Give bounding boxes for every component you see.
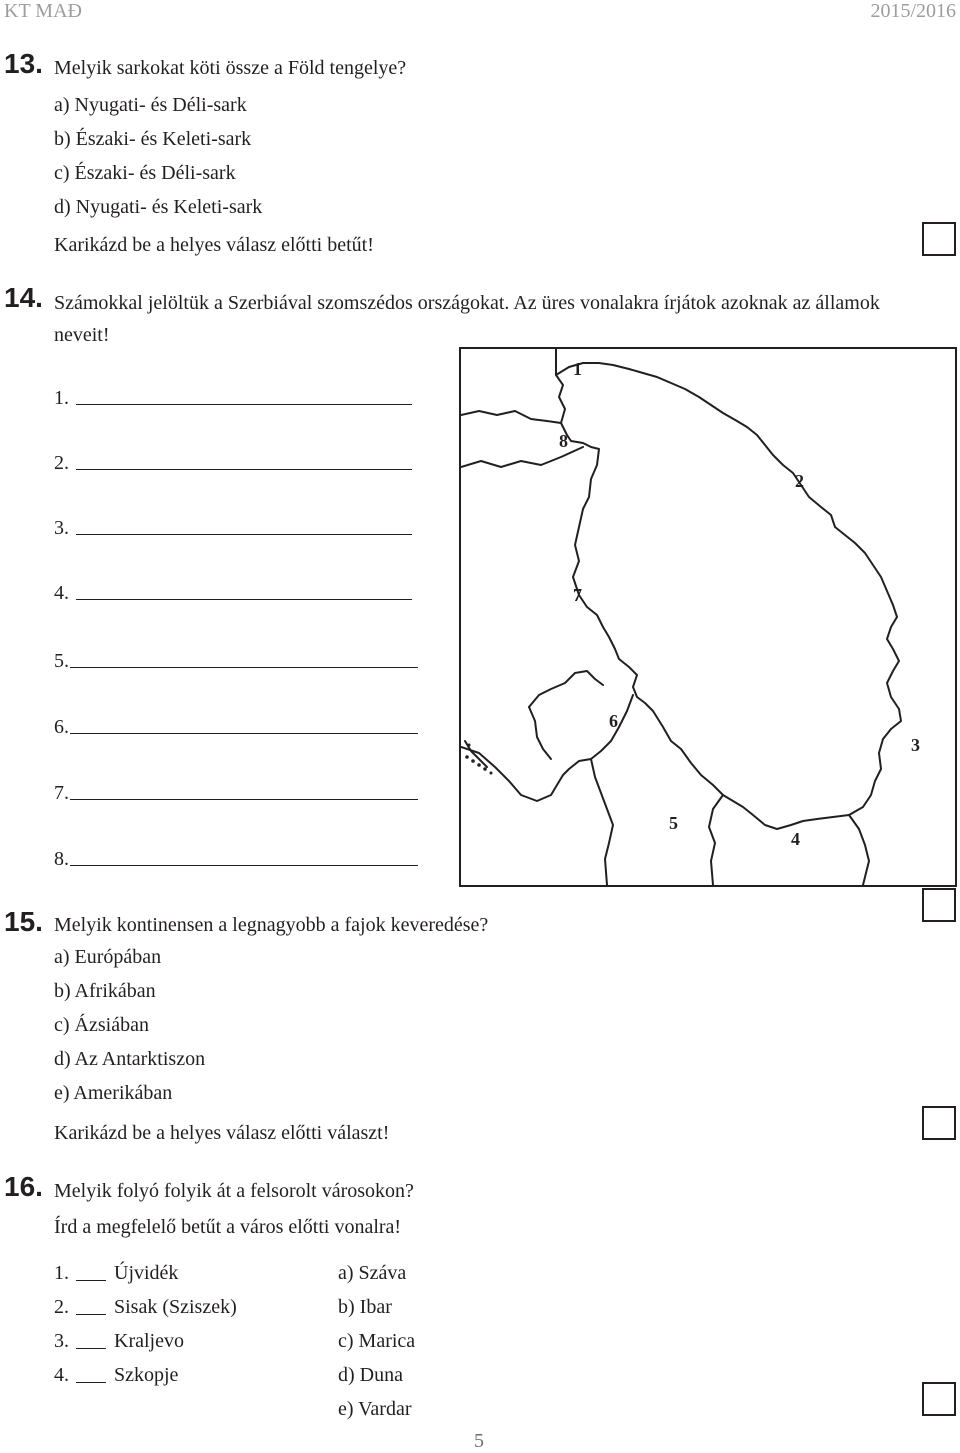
city-answer-line-3[interactable]: [76, 1348, 106, 1349]
answer-line-7[interactable]: [70, 799, 418, 800]
q15-option-d[interactable]: d) Az Antarktiszon: [54, 1048, 206, 1070]
river-option-c: c) Marica: [338, 1330, 416, 1352]
river-option-b: b) Ibar: [338, 1296, 392, 1318]
answer-line-8[interactable]: [70, 865, 418, 866]
q13-option-b[interactable]: b) Északi- és Keleti-sark: [54, 128, 252, 150]
q15-instruction: Karikázd be a helyes válasz előtti választ!: [54, 1122, 390, 1144]
page-number: 5: [474, 1430, 484, 1452]
map-label-8: 8: [559, 431, 568, 451]
answer-label-2: 2.: [54, 452, 69, 474]
q16-score-box[interactable]: [922, 1382, 956, 1416]
header-year: 2015/2016: [870, 0, 956, 22]
answer-label-7: 7.: [54, 782, 69, 804]
answer-label-1: 1.: [54, 387, 69, 409]
q15-score-box[interactable]: [922, 888, 956, 922]
answer-label-3: 3.: [54, 517, 69, 539]
map-label-3: 3: [911, 735, 920, 755]
question-15-text: Melyik kontinensen a legnagyobb a fajok keveredése?: [54, 914, 489, 936]
city-number-1: 1.: [54, 1262, 69, 1284]
serbia-neighbours-map: [459, 347, 957, 887]
q15-option-a[interactable]: a) Európában: [54, 946, 162, 968]
city-answer-line-1[interactable]: [76, 1280, 106, 1281]
answer-label-6: 6.: [54, 716, 69, 738]
q16-instruction: Írd a megfelelő betűt a város előtti vonalra!: [54, 1216, 402, 1238]
question-14-number: 14.: [4, 282, 43, 313]
answer-line-2[interactable]: [76, 469, 412, 470]
city-answer-line-4[interactable]: [76, 1382, 106, 1383]
header-left: KT MAĐ: [4, 0, 82, 22]
question-14-text-line1: Számokkal jelöltük a Szerbiával szomszédos országokat. Az üres vonalakra írjátok azoknak az államok: [54, 292, 880, 314]
question-13-text: Melyik sarkokat köti össze a Föld tengelye?: [54, 57, 407, 79]
city-answer-line-2[interactable]: [76, 1314, 106, 1315]
q13-score-box[interactable]: [922, 222, 956, 256]
answer-label-4: 4.: [54, 582, 69, 604]
river-option-a: a) Száva: [338, 1262, 407, 1284]
city-name-1: Újvidék: [114, 1262, 179, 1284]
answer-line-4[interactable]: [76, 599, 412, 600]
answer-line-6[interactable]: [70, 733, 418, 734]
river-option-d: d) Duna: [338, 1364, 403, 1386]
question-16-text: Melyik folyó folyik át a felsorolt városokon?: [54, 1180, 414, 1202]
answer-label-8: 8.: [54, 848, 69, 870]
q13-option-c[interactable]: c) Északi- és Déli-sark: [54, 162, 236, 184]
question-16-number: 16.: [4, 1171, 43, 1202]
city-number-3: 3.: [54, 1330, 69, 1352]
q15-option-c[interactable]: c) Ázsiában: [54, 1014, 149, 1036]
map-label-7: 7: [573, 585, 582, 605]
answer-label-5: 5.: [54, 650, 69, 672]
q13-instruction: Karikázd be a helyes válasz előtti betűt!: [54, 234, 374, 256]
map-label-6: 6: [609, 711, 618, 731]
question-15-number: 15.: [4, 906, 43, 937]
q15-option-e[interactable]: e) Amerikában: [54, 1082, 173, 1104]
river-option-e: e) Vardar: [338, 1398, 412, 1420]
map-label-1: 1: [573, 359, 582, 379]
answer-line-1[interactable]: [76, 404, 412, 405]
map-label-4: 4: [791, 829, 800, 849]
city-number-2: 2.: [54, 1296, 69, 1318]
map-label-2: 2: [795, 471, 804, 491]
q15-answer-box[interactable]: [922, 1106, 956, 1140]
serbia-border: [556, 363, 901, 829]
city-name-3: Kraljevo: [114, 1330, 184, 1352]
q13-option-a[interactable]: a) Nyugati- és Déli-sark: [54, 94, 247, 116]
question-13-number: 13.: [4, 48, 43, 79]
answer-line-3[interactable]: [76, 534, 412, 535]
answer-line-5[interactable]: [70, 667, 418, 668]
map-outline: [461, 349, 955, 885]
map-label-5: 5: [669, 813, 678, 833]
q15-option-b[interactable]: b) Afrikában: [54, 980, 156, 1002]
city-name-2: Sisak (Sziszek): [114, 1296, 237, 1318]
city-number-4: 4.: [54, 1364, 69, 1386]
city-name-4: Szkopje: [114, 1364, 179, 1386]
q13-option-d[interactable]: d) Nyugati- és Keleti-sark: [54, 196, 263, 218]
question-14-text-line2: neveit!: [54, 324, 110, 346]
